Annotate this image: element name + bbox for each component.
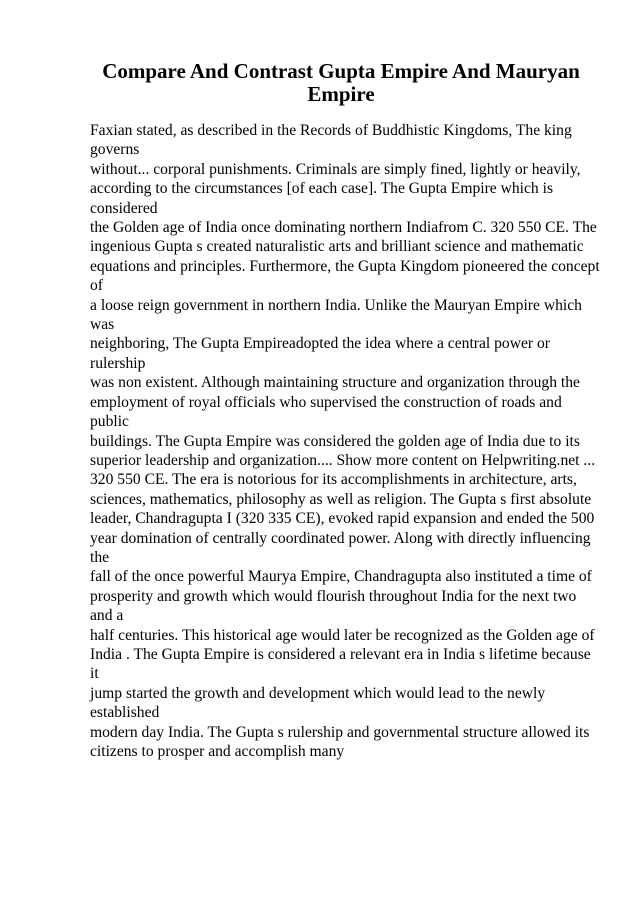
document-body-text: Faxian stated, as described in the Records of Buddhistic Kingdoms, The king governs without... corporal punishments. Criminals are simply fined, lightly or heavily, according to the circumstances [of each case]. The Gupta Empire which is considered the Golden age of India once dominating northern Indiafrom C. 320 550 CE. The ingenious Gupta s created naturalistic arts and brilliant science and mathematic equations and principles. Furthermore, the Gupta Kingdom pioneered the concept of a loose reign government in northern India. Unlike the Mauryan Empire which was neighboring, The Gupta Empireadopted the idea where a central power or rulership was non existent. Although maintaining structure and organization through the employment of royal officials who supervised the construction of roads and public buildings. The Gupta Empire was considered the golden age of India due to its superior leadership and organization.... Show more content on Helpwriting.net ... 320 550 CE. The era is notorious for its accomplishments in architecture, arts, sciences, mathematics, philosophy as well as religion. The Gupta s first absolute leader, Chandragupta I (320 335 CE), evoked rapid expansion and ended the 500 year domination of centrally coordinated power. Along with directly influencing the fall of the once powerful Maurya Empire, Chandragupta also instituted a time of prosperity and growth which would flourish throughout India for the next two and a half centuries. This historical age would later be recognized as the Golden age of India . The Gupta Empire is considered a relevant era in India s lifetime because it jump started the growth and development which would lead to the newly established modern day India. The Gupta s rulership and governmental structure allowed its citizens to prosper and accomplish many: [90, 122, 600, 760]
document-title: Compare And Contrast Gupta Empire And Mauryan Empire: [102, 59, 580, 106]
